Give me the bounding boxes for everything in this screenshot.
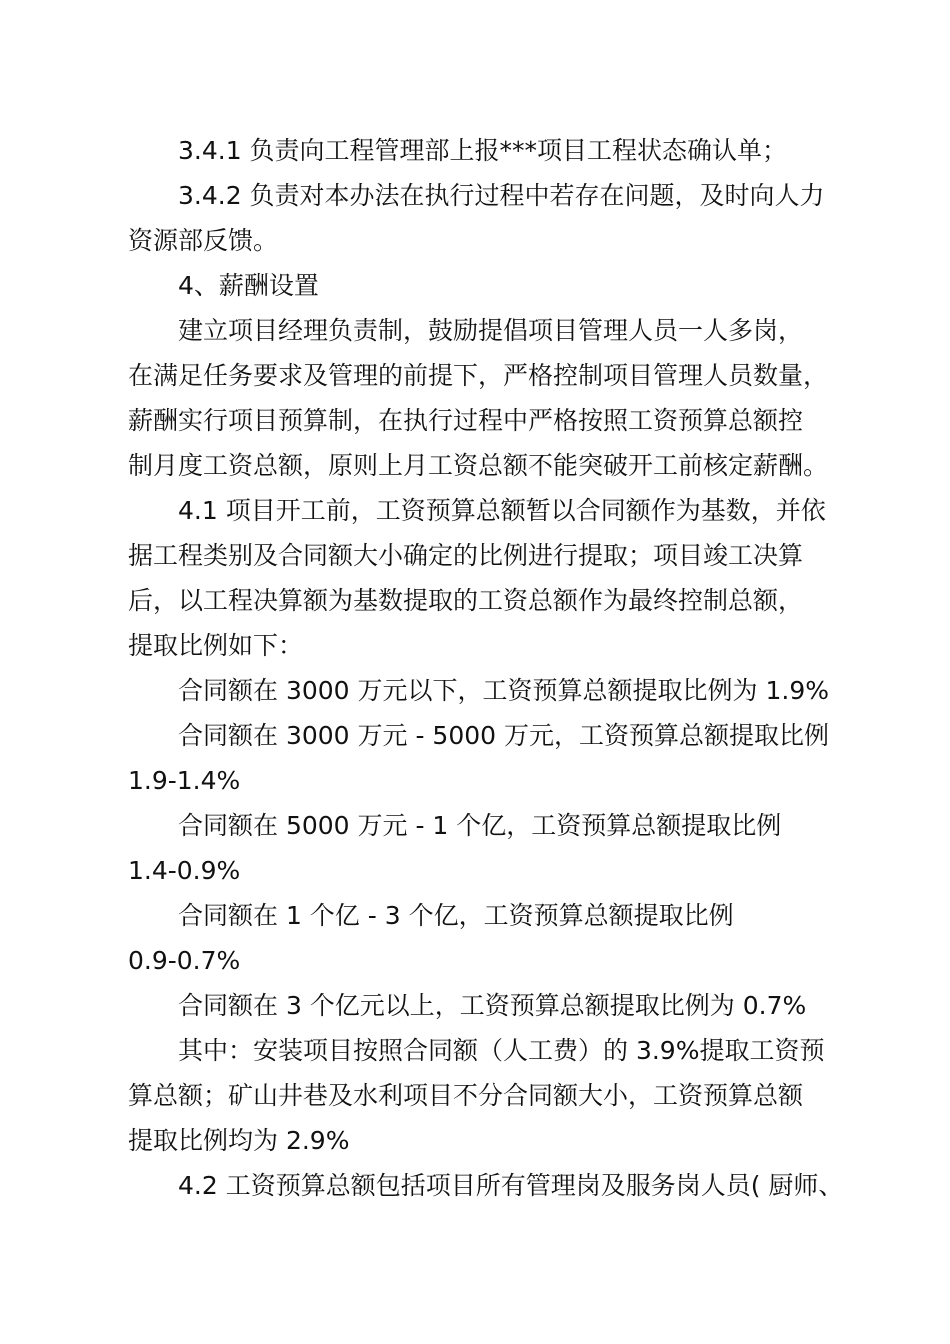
text-line: 算总额；矿山井巷及水利项目不分合同额大小，工资预算总额 xyxy=(128,1081,804,1110)
text-line: 合同额在 3000 万元以下，工资预算总额提取比例为 1.9% xyxy=(178,676,829,705)
text-line: 4.2 工资预算总额包括项目所有管理岗及服务岗人员( 厨师、 xyxy=(178,1171,844,1200)
text-line: 合同额在 5000 万元 - 1 个亿，工资预算总额提取比例 xyxy=(178,811,782,840)
text-line: 薪酬实行项目预算制，在执行过程中严格按照工资预算总额控 xyxy=(128,406,804,435)
text-line: 制月度工资总额，原则上月工资总额不能突破开工前核定薪酬。 xyxy=(128,451,829,480)
text-line: 在满足任务要求及管理的前提下，严格控制项目管理人员数量， xyxy=(128,361,829,390)
text-line: 其中：安装项目按照合同额（人工费）的 3.9%提取工资预 xyxy=(178,1036,825,1065)
text-line: 3.4.2 负责对本办法在执行过程中若存在问题，及时向人力 xyxy=(178,181,825,210)
text-line: 1.9-1.4% xyxy=(128,766,241,795)
text-line: 提取比例均为 2.9% xyxy=(128,1126,350,1155)
text-line: 资源部反馈。 xyxy=(128,226,279,255)
text-line: 建立项目经理负责制，鼓励提倡项目管理人员一人多岗， xyxy=(178,316,804,345)
text-line: 后，以工程决算额为基数提取的工资总额作为最终控制总额， xyxy=(128,586,804,615)
text-line: 提取比例如下： xyxy=(128,631,304,660)
text-line: 3.4.1 负责向工程管理部上报***项目工程状态确认单； xyxy=(178,136,788,165)
text-line: 合同额在 3000 万元 - 5000 万元，工资预算总额提取比例 xyxy=(178,721,830,750)
text-line: 1.4-0.9% xyxy=(128,856,241,885)
text-line: 合同额在 1 个亿 - 3 个亿，工资预算总额提取比例 xyxy=(178,901,734,930)
text-line: 4.1 项目开工前，工资预算总额暂以合同额作为基数，并依 xyxy=(178,496,826,525)
text-line: 合同额在 3 个亿元以上，工资预算总额提取比例为 0.7% xyxy=(178,991,807,1020)
section-heading: 4、薪酬设置 xyxy=(178,271,319,300)
text-line: 据工程类别及合同额大小确定的比例进行提取；项目竣工决算 xyxy=(128,541,804,570)
text-line: 0.9-0.7% xyxy=(128,946,241,975)
